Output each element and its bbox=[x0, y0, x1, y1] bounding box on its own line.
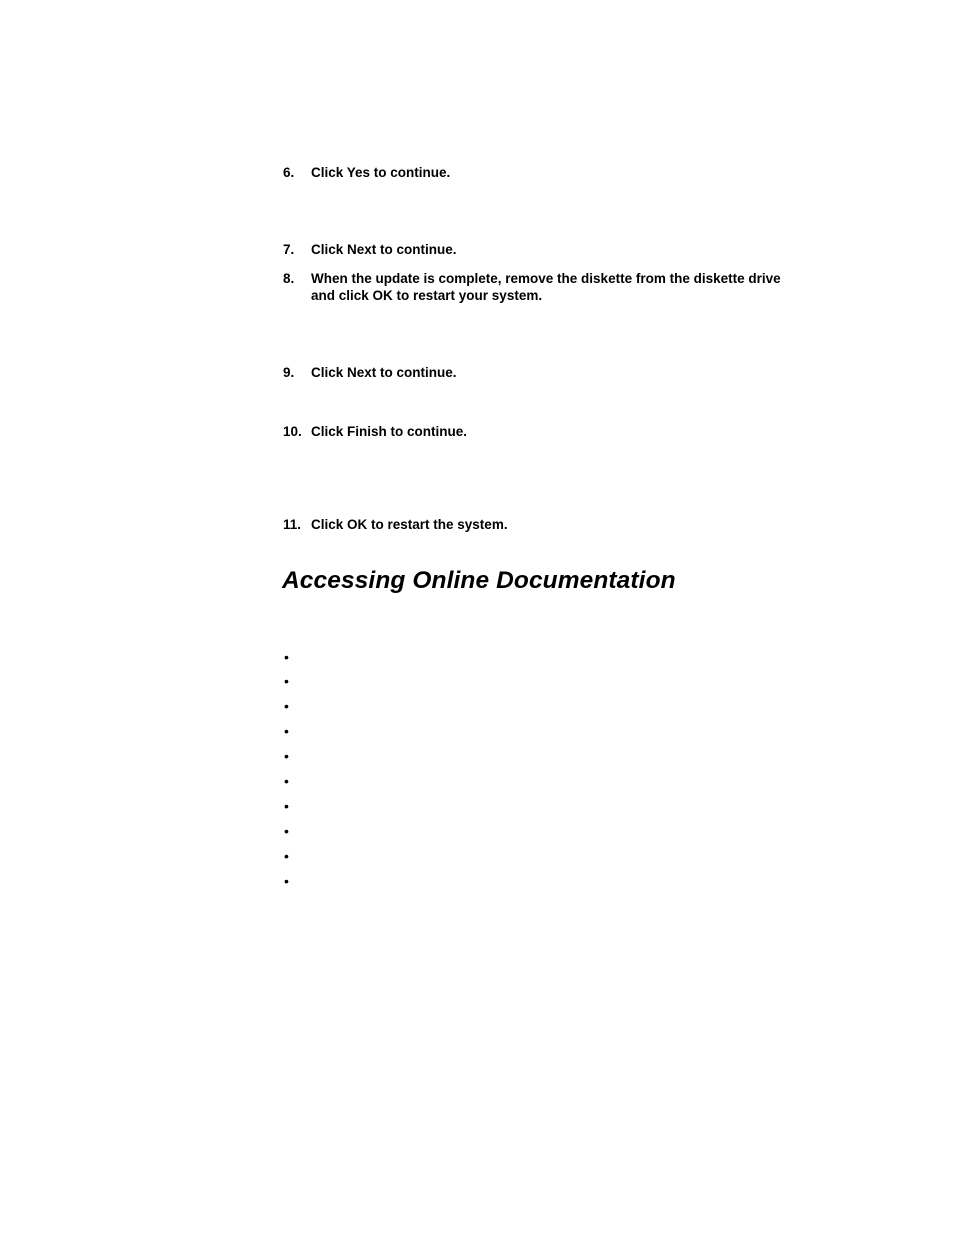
bullet-marker: • bbox=[284, 748, 289, 764]
step-text: Click OK to restart the system. bbox=[311, 517, 508, 532]
step-10 bbox=[283, 423, 803, 440]
bullet-marker: • bbox=[284, 773, 289, 789]
step-number: 6. bbox=[283, 165, 295, 180]
bullet-marker: • bbox=[284, 723, 289, 739]
step-text: Click Next to continue. bbox=[311, 242, 457, 257]
bullet-marker: • bbox=[284, 848, 289, 864]
step-number: 7. bbox=[283, 242, 295, 257]
bullet-marker: • bbox=[284, 649, 289, 665]
step-8 bbox=[283, 270, 803, 304]
step-11 bbox=[283, 516, 803, 533]
step-number: 8. bbox=[283, 271, 295, 286]
step-6 bbox=[283, 164, 803, 181]
step-number: 11. bbox=[283, 517, 302, 532]
section-heading: Accessing Online Documentation bbox=[282, 567, 676, 594]
step-number: 10. bbox=[283, 424, 302, 439]
bullet-marker: • bbox=[284, 698, 289, 714]
step-7 bbox=[283, 241, 803, 258]
step-number: 9. bbox=[283, 365, 295, 380]
step-9 bbox=[283, 364, 803, 381]
bullet-marker: • bbox=[284, 798, 289, 814]
bullet-marker: • bbox=[284, 873, 289, 889]
step-text: When the update is complete, remove the diskette from the diskette drive and click OK to restart your system. bbox=[311, 271, 781, 303]
step-text: Click Yes to continue. bbox=[311, 165, 451, 180]
step-text: Click Next to continue. bbox=[311, 365, 457, 380]
bullet-marker: • bbox=[284, 673, 289, 689]
step-text: Click Finish to continue. bbox=[311, 424, 468, 439]
bullet-marker: • bbox=[284, 823, 289, 839]
